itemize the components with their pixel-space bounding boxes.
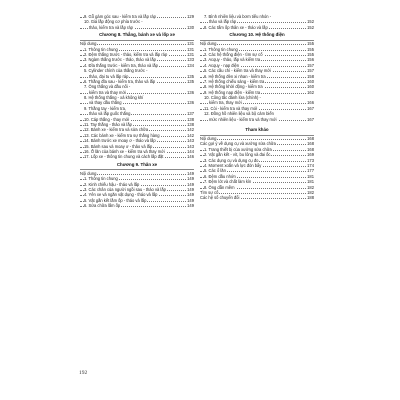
- toc-entry-title: kiểm tra và thay mới: [89, 89, 127, 95]
- toc-entry-title: 10. Giá lắp động cơ phía trước -: [84, 19, 143, 25]
- toc-entry-title: 7. Bình nhiên liệu và bơm tiếu nhón -: [204, 14, 272, 19]
- toc-entry-title: 2. Vật gắn kết - vít, bu lông và đai ốc: [204, 152, 271, 158]
- toc-entry: [200, 117, 314, 122]
- toc-entry-page: 149: [187, 203, 194, 209]
- toc-entry-title: 7. Ống thắng và đầu nối -: [84, 84, 131, 90]
- toc-entry-page: 137: [187, 111, 194, 117]
- chapter-heading: Chương 8. Thắng, bánh xe và lốp xe: [80, 30, 194, 41]
- toc-entry-page: 149: [187, 181, 194, 187]
- toc-entry-title: 5. Các ổ lăn: [204, 168, 226, 174]
- toc-entry-title: 11. Tay thắng - thảo và lắp: [84, 122, 132, 128]
- toc-entry-page: 168: [307, 141, 314, 147]
- toc-entry-page: 133: [187, 57, 194, 63]
- toc-entry-title: 4. Đĩa thắng trước - kiểm tra, tháo và lắp: [84, 62, 158, 68]
- toc-entry: [200, 195, 314, 200]
- toc-entry-title: 11. Còi - kiểm tra và thay mới: [204, 105, 258, 111]
- toc-entry-title: 9. Gỗ gàm góc sau - kiểm tra và lắp ráp: [84, 14, 156, 19]
- toc-entry-page: 135: [187, 78, 194, 84]
- toc-entry-title: 10. Công tắc đánh lửa (chính) -: [204, 95, 261, 101]
- toc-entry-title: 6. Sửa chữa lắm ốp: [84, 203, 121, 209]
- toc-entry-page: 149: [187, 170, 194, 176]
- toc-entry-title: 9. Thắng tay - kiểm tra,: [84, 105, 127, 111]
- toc-entry-page: 136: [187, 89, 194, 95]
- toc-entry: [200, 25, 314, 30]
- toc-entry-page: 130: [187, 24, 194, 30]
- toc-entry-title: 10. Cáp thắng - thay mới: [84, 116, 130, 122]
- toc-entry-page: 129: [187, 14, 194, 19]
- toc-entry-title: 6. Đệm dầu nhớn: [204, 173, 236, 179]
- toc-entry-page: 181: [307, 173, 314, 179]
- toc-entry-title: 1. Trang thiết bị của xưởng sửa chữa: [204, 146, 272, 152]
- toc-entry-title: 12. Đồng hồ nhiên liệu và bộ cảm biến: [204, 111, 274, 117]
- toc-entry-page: 142: [187, 132, 194, 138]
- toc-entry-title: Nội dung: [200, 136, 217, 142]
- toc-entry-page: 143: [187, 143, 194, 149]
- toc-entry-title: 4. Moment xoắn và lực đòn bẩy: [204, 162, 262, 168]
- toc-entry-title: thảo, kiểm tra và lắp ráp: [89, 24, 133, 30]
- toc-entry-title: 1. Thông tin chung: [204, 46, 238, 52]
- toc-entry-title: 6. Thắng đĩa sau - kiểm tra, thảo và lắp: [84, 78, 156, 84]
- toc-entry-page: 134: [187, 62, 194, 68]
- toc-entry-page: 155: [307, 41, 314, 47]
- toc-entry-title: 13. Các bánh xe - kiểm tra sự thẳng hàng: [84, 132, 160, 138]
- toc-entry: [80, 25, 194, 30]
- toc-entry-title: Nội dung: [80, 170, 97, 176]
- toc-entry-title: 8. Hệ thống thắng - xả không khí: [84, 95, 144, 101]
- toc-entry-page: 168: [307, 136, 314, 142]
- toc-entry-page: 149: [187, 197, 194, 203]
- toc-entry-title: 15. Bánh sau và moay ơ - thảo và lắp: [84, 143, 153, 149]
- toc-entry-title: 16. Ổ lăn của bánh xe - kiểm tra và thay mới: [84, 148, 165, 154]
- toc-entry-title: 7. Hệ thống chiếu sáng - kiểm tra: [204, 78, 265, 84]
- toc-entry-title: 6. Hệ thống đèn xi nhan - kiểm tra: [204, 73, 266, 79]
- chapter-heading: Chương 10. Hệ thống điện: [200, 30, 314, 41]
- toc-entry-page: 142: [187, 127, 194, 133]
- toc-entry-title: Các hệ số chuyển đổi: [200, 195, 240, 201]
- toc-entry-page: 149: [187, 192, 194, 198]
- toc-entry-page: 169: [307, 152, 314, 158]
- toc-entry-title: 3. Ngàm thắng trước - thảo, tháo và lắp: [84, 57, 156, 63]
- toc-entry-title: Nội dung: [200, 41, 217, 47]
- toc-entry-page: 156: [307, 57, 314, 63]
- toc-entry: [80, 154, 194, 159]
- toc-entry-page: 131: [187, 46, 194, 52]
- toc-entry-title: tháo và lắp ráp: [209, 19, 237, 25]
- toc-entry-page: 138: [187, 116, 194, 122]
- toc-entry-title: 7. Đệm lót và chất làm kín: [204, 179, 252, 185]
- page-number: 192: [79, 370, 88, 376]
- toc-entry-title: Nội dung: [80, 41, 97, 47]
- toc-entry-title: 3. Các chân của người ngồi sau - tháo và lắp: [84, 186, 166, 192]
- toc-entry-title: 2. Các hệ thống điện - tìm sự cố: [204, 51, 263, 57]
- toc-entry-page: 149: [187, 176, 194, 182]
- toc-entry-page: 174: [307, 162, 314, 168]
- toc-entry-title: 14. Bánh trước xe moay ơ - tháo và lắp: [84, 138, 156, 144]
- toc-entry-title: 5. Cylinder chính của thắng trước -: [84, 68, 148, 74]
- toc-entry-page: 135: [187, 73, 194, 79]
- toc-entry-page: 144: [187, 148, 194, 154]
- toc-entry-title: 4. Acquy - nạp điện: [204, 62, 240, 68]
- toc-entry-page: 136: [187, 100, 194, 106]
- toc-entry-page: 152: [307, 19, 314, 25]
- toc-entry-title: 8. Ống dẫn mềm: [204, 184, 235, 190]
- toc-entry-page: 138: [187, 122, 194, 128]
- toc-entry-title: 3. Acquy - thảo, lắp và kiểm tra: [204, 57, 261, 63]
- toc-entry-title: Tìm sự cố: [200, 189, 219, 195]
- toc-entry-page: 149: [187, 186, 194, 192]
- toc-entry-title: 8. Hệ thống khởi động - kiểm tra: [204, 84, 263, 90]
- toc-entry-title: mức nhiên liệu - kiểm tra và thay mới: [209, 116, 277, 122]
- toc-entry-page: 157: [307, 68, 314, 74]
- toc-entry-page: 167: [307, 105, 314, 111]
- toc-entry-page: 182: [307, 184, 314, 190]
- toc-entry-title: và thay dầu thắng: [89, 100, 122, 106]
- toc-entry-title: 12. Bánh xe - kiểm tra và sửa chữa: [84, 127, 149, 133]
- toc-entry-title: tháo và lắp guốc thắng: [89, 111, 131, 117]
- toc-entry-title: 2. Kinh chiếu hậu - tháo và lắp: [84, 181, 140, 187]
- toc-entry-title: 2. Đệm thắng trước - thảo, kiểm tra và lắp ráp: [84, 51, 168, 57]
- toc-entry-title: thảo, đại tu và lắp ráp: [89, 73, 129, 79]
- toc-entry-page: 166: [307, 100, 314, 106]
- toc-entry-page: 188: [307, 195, 314, 201]
- toc-entry-title: 5. Các cầu chì - kiểm tra và thay mới: [204, 68, 271, 74]
- toc-entry-page: 173: [307, 157, 314, 163]
- toc-entry-title: 17. Lốp xe - thông tin chung và cách lắp đặt: [84, 154, 164, 160]
- toc-column-left: [80, 14, 194, 209]
- toc-entry-title: kiểm tra, thay mới: [209, 100, 242, 106]
- toc-entry-page: 155: [307, 46, 314, 52]
- toc-entry-page: 143: [187, 138, 194, 144]
- chapter-heading: Chương 9. Thân xe: [80, 160, 194, 171]
- toc-entry-page: 160: [307, 84, 314, 90]
- toc-entry-title: 8. Các tấm ốp thân xe - tháo và lắp: [204, 24, 268, 30]
- toc-entry-page: 182: [307, 189, 314, 195]
- toc-entry-page: 167: [307, 116, 314, 122]
- toc-entry-page: 146: [187, 154, 194, 160]
- toc-entry-page: 177: [307, 168, 314, 174]
- toc-entry-page: 158: [307, 73, 314, 79]
- toc-entry-page: 181: [307, 179, 314, 185]
- toc-entry-page: 131: [187, 41, 194, 47]
- toc-entry: [80, 203, 194, 208]
- toc-entry-page: 160: [307, 78, 314, 84]
- toc-column-right: [200, 14, 314, 201]
- toc-entry-title: 5. Vật gắn kết lắm ốp - tháo và lắp: [84, 197, 147, 203]
- chapter-heading: Tham khảo: [200, 125, 314, 136]
- toc-entry-title: 4. Yên xe và ngăn vật dụng - tháo và lắp: [84, 192, 158, 198]
- toc-entry-page: 168: [307, 146, 314, 152]
- toc-entry-title: Các gợi ý về dụng cụ và xưởng sửa chữa: [200, 141, 276, 147]
- toc-entry-title: 3. Các dụng cụ và dụng cụ đo: [204, 157, 259, 163]
- toc-entry-title: 1. Thông tin chung: [84, 176, 118, 182]
- toc-entry-page: 157: [307, 62, 314, 68]
- toc-entry-page: 162: [307, 89, 314, 95]
- toc-entry-title: 1. Thông tin chung: [84, 46, 118, 52]
- toc-entry-page: 155: [307, 51, 314, 57]
- toc-entry-page: 131: [187, 51, 194, 57]
- toc-entry-page: 152: [307, 24, 314, 30]
- toc-entry-title: 9. Hệ thống nạp điện - kiểm tra: [204, 89, 261, 95]
